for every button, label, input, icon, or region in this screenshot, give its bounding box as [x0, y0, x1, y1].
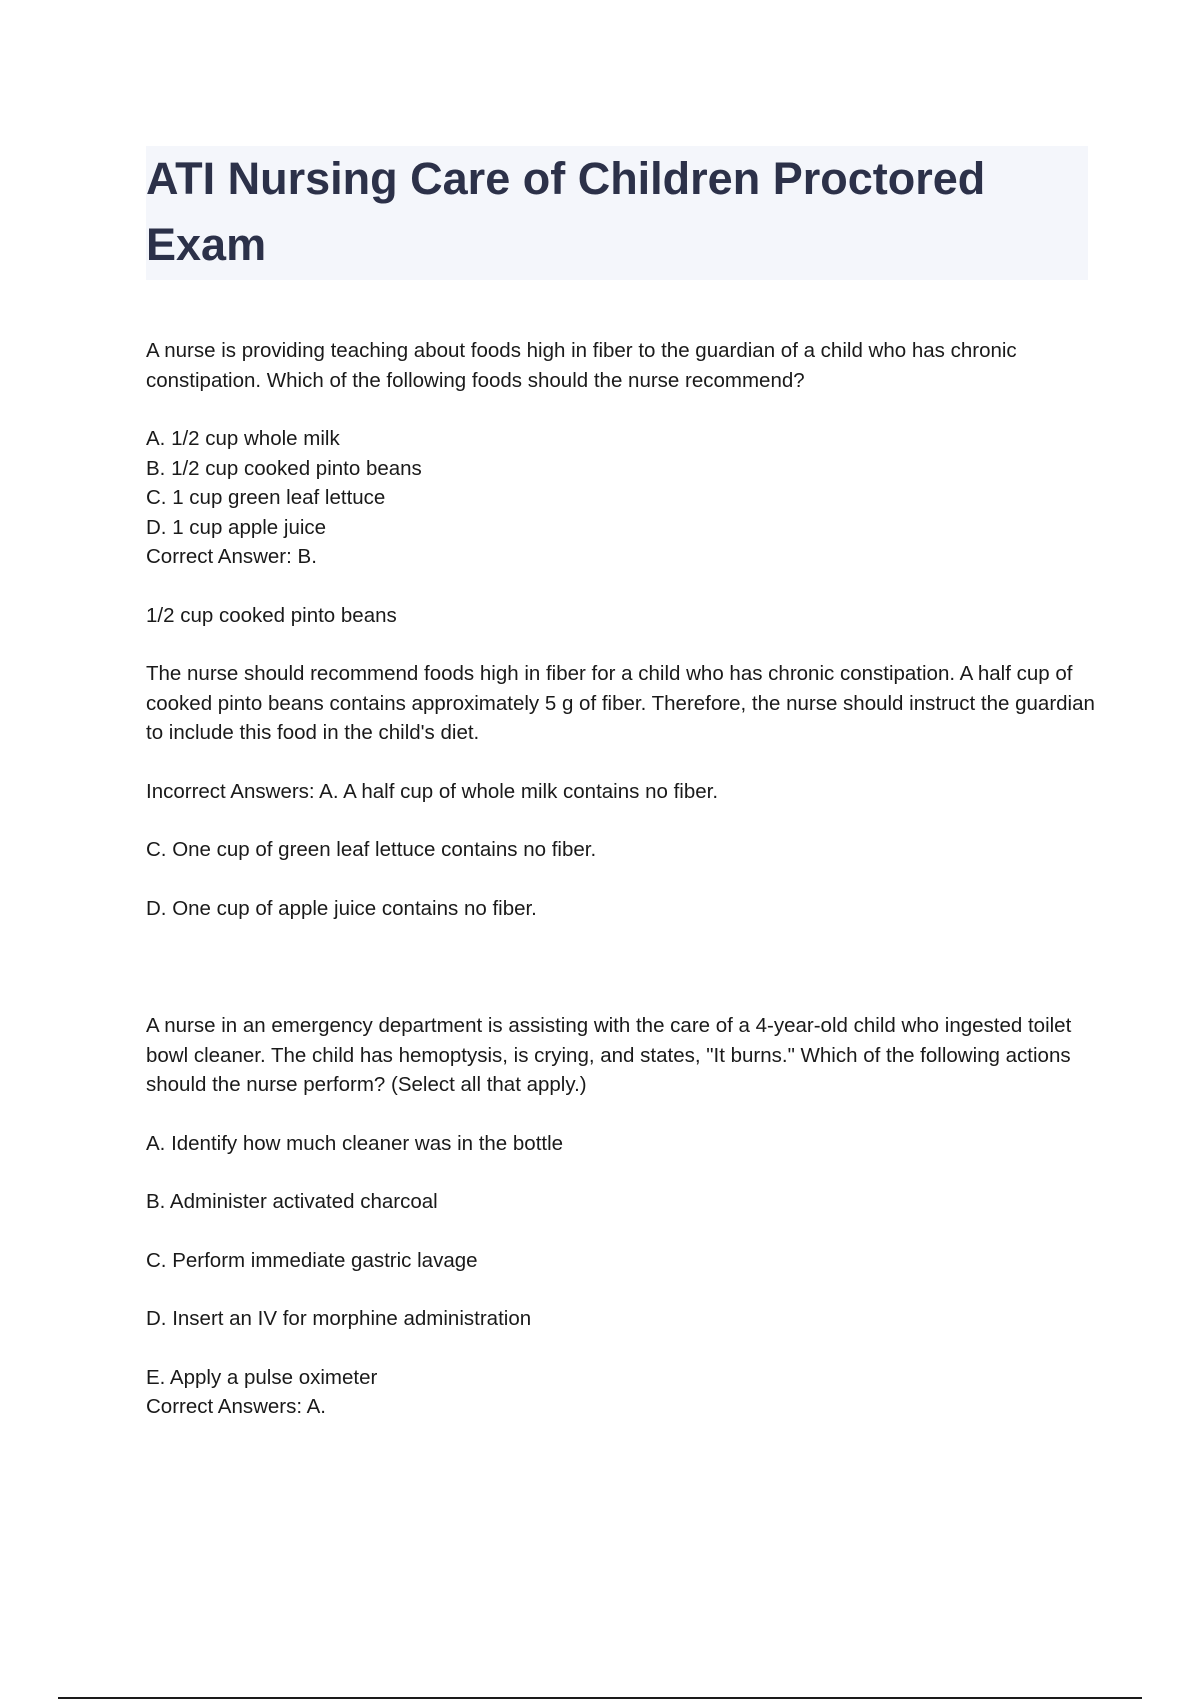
question-1-option-d: D. 1 cup apple juice [146, 515, 327, 539]
document-body [146, 336, 1096, 1422]
question-2-stem: A nurse in an emergency department is assisting with the care of a 4-year-old child who ingested toilet bowl cleaner. The child has hemoptysis, is crying, and states, "It burns." Which of the following actions should the nurse perform? (Select all that apply.) [146, 1014, 1072, 1096]
question-2-option-c: C. Perform immediate gastric lavage [146, 1248, 478, 1272]
question-1-incorrect-d: D. One cup of apple juice contains no fiber. [146, 896, 537, 920]
question-1-option-c: C. 1 cup green leaf lettuce [146, 486, 386, 509]
question-1-stem: A nurse is providing teaching about foods high in fiber to the guardian of a child who has chronic constipation. Which of the following foods should the nurse recommend? [146, 339, 1017, 392]
footer-divider [58, 1697, 1142, 1699]
question-2-option-b: B. Administer activated charcoal [146, 1190, 438, 1213]
question-2-option-d: D. Insert an IV for morphine administration [146, 1307, 532, 1330]
question-2-option-a: A. Identify how much cleaner was in the bottle [146, 1131, 564, 1155]
question-1-rationale: The nurse should recommend foods high in fiber for a child who has chronic constipation. A half cup of cooked pinto beans contains approximately 5 g of fiber. Therefore, the nurse should instruct the guardian to include this food in the child's diet. [146, 662, 1095, 744]
question-2-correct-answer: Correct Answers: A. [146, 1395, 327, 1418]
question-1-answer-text: 1/2 cup cooked pinto beans [146, 603, 397, 627]
question-2 [146, 1011, 1096, 1422]
question-1-correct-answer: Correct Answer: B. [146, 545, 317, 568]
question-1-option-b: B. 1/2 cup cooked pinto beans [146, 456, 422, 480]
question-2-option-e: E. Apply a pulse oximeter [146, 1365, 378, 1389]
title-banner [146, 146, 1088, 280]
question-1-option-a: A. 1/2 cup whole milk [146, 427, 340, 450]
question-1-incorrect-a: Incorrect Answers: A. A half cup of whole milk contains no fiber. [146, 779, 719, 803]
question-1 [146, 336, 1096, 923]
document-title: ATI Nursing Care of Children Proctored Exam [146, 153, 986, 270]
question-1-incorrect-c: C. One cup of green leaf lettuce contains no fiber. [146, 838, 597, 861]
